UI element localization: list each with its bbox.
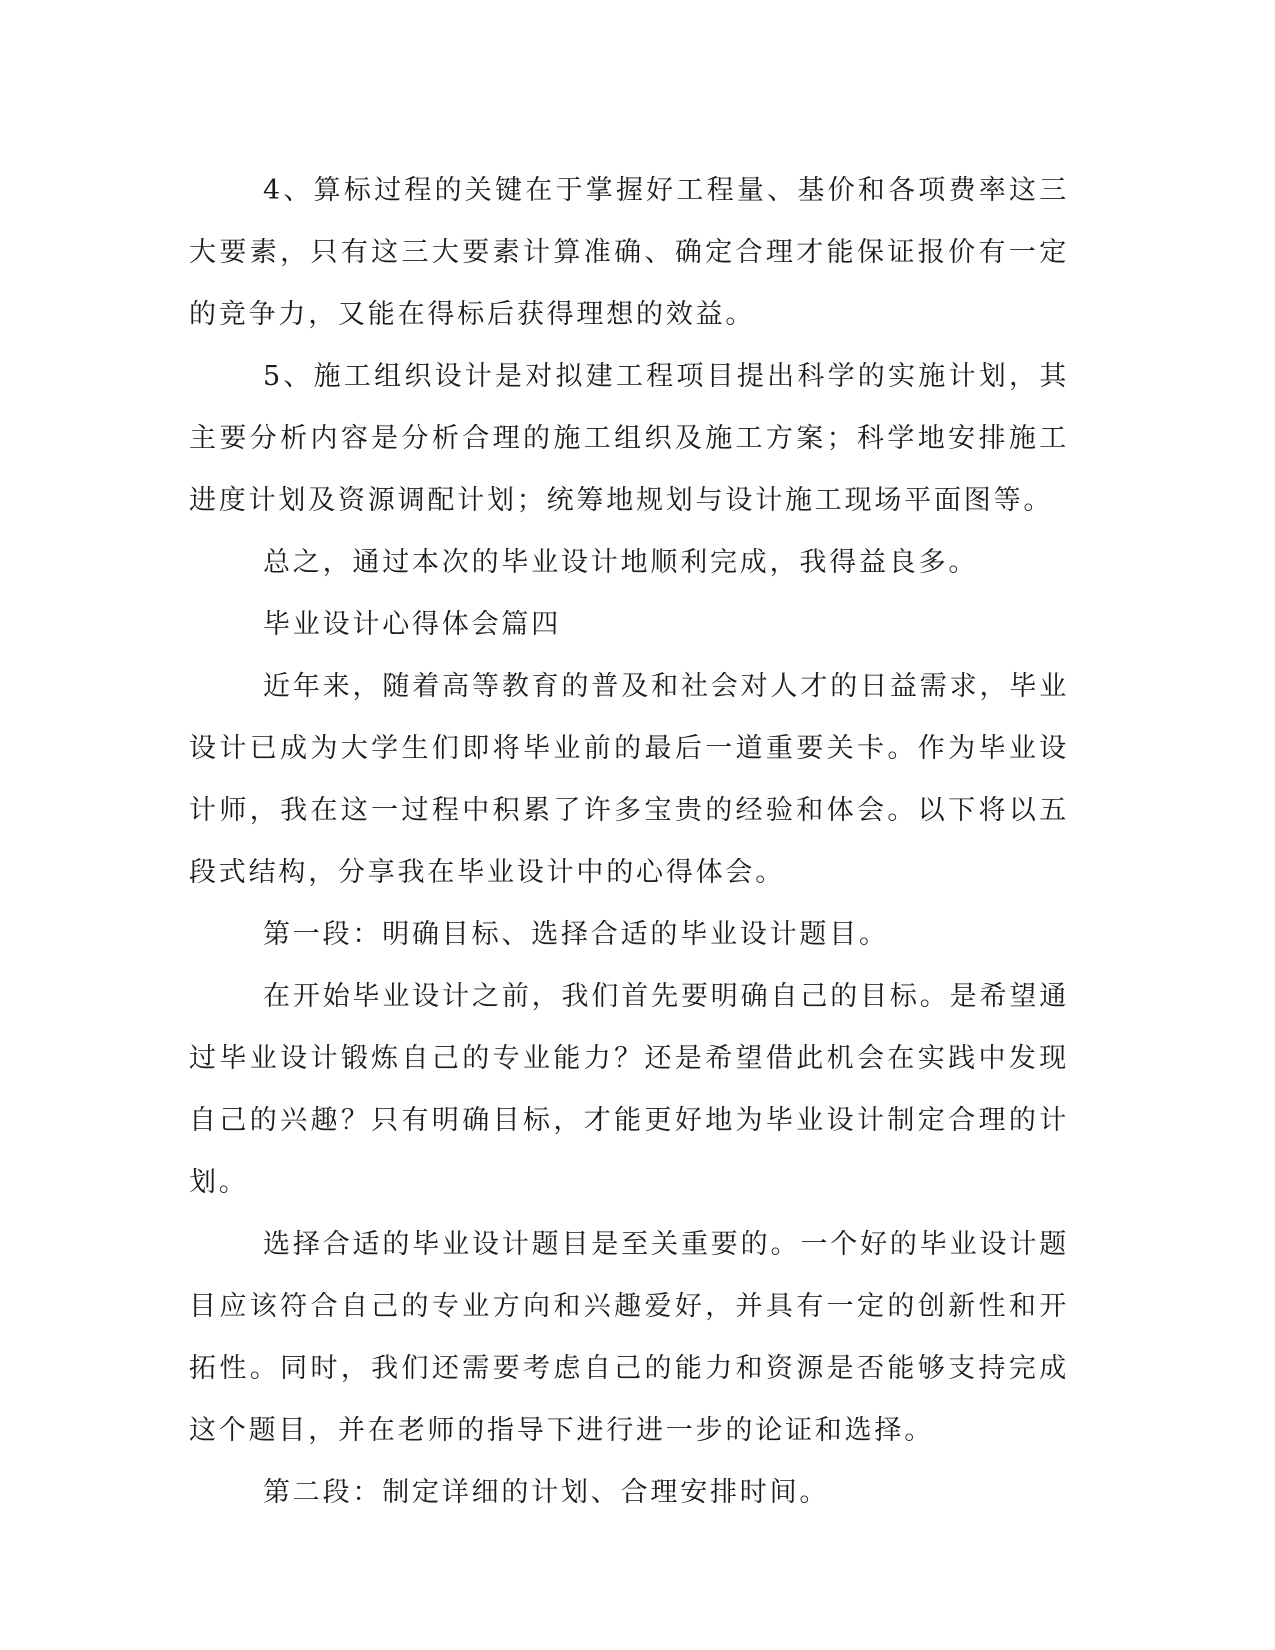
section-heading-part-four: 毕业设计心得体会篇四 <box>263 609 561 640</box>
document-body <box>189 160 1069 1524</box>
paragraph-goal: 在开始毕业设计之前，我们首先要明确自己的目标。是希望通过毕业设计锻炼自己的专业能力？还是希望借此机会在实践中发现自己的兴趣？只有明确目标，才能更好地为毕业设计制定合理的计划。 <box>189 981 1069 1198</box>
paragraph-point-5: 5、施工组织设计是对拟建工程项目提出科学的实施计划，其主要分析内容是分析合理的施工组织及施工方案；科学地安排施工进度计划及资源调配计划；统筹地规划与设计施工现场平面图等。 <box>189 361 1069 516</box>
section-heading-stage-one: 第一段：明确目标、选择合适的毕业设计题目。 <box>263 919 889 950</box>
paragraph-point-4: 4、算标过程的关键在于掌握好工程量、基价和各项费率这三大要素，只有这三大要素计算准确、确定合理才能保证报价有一定的竞争力，又能在得标后获得理想的效益。 <box>189 175 1069 330</box>
paragraph-topic-selection: 选择合适的毕业设计题目是至关重要的。一个好的毕业设计题目应该符合自己的专业方向和兴趣爱好，并具有一定的创新性和开拓性。同时，我们还需要考虑自己的能力和资源是否能够支持完成这个题目，并在老师的指导下进行进一步的论证和选择。 <box>189 1229 1069 1446</box>
paragraph-conclusion: 总之，通过本次的毕业设计地顺利完成，我得益良多。 <box>263 547 979 578</box>
paragraph-intro: 近年来，随着高等教育的普及和社会对人才的日益需求，毕业设计已成为大学生们即将毕业前的最后一道重要关卡。作为毕业设计师，我在这一过程中积累了许多宝贵的经验和体会。以下将以五段式结构，分享我在毕业设计中的心得体会。 <box>189 671 1069 888</box>
section-heading-stage-two: 第二段：制定详细的计划、合理安排时间。 <box>263 1477 830 1508</box>
